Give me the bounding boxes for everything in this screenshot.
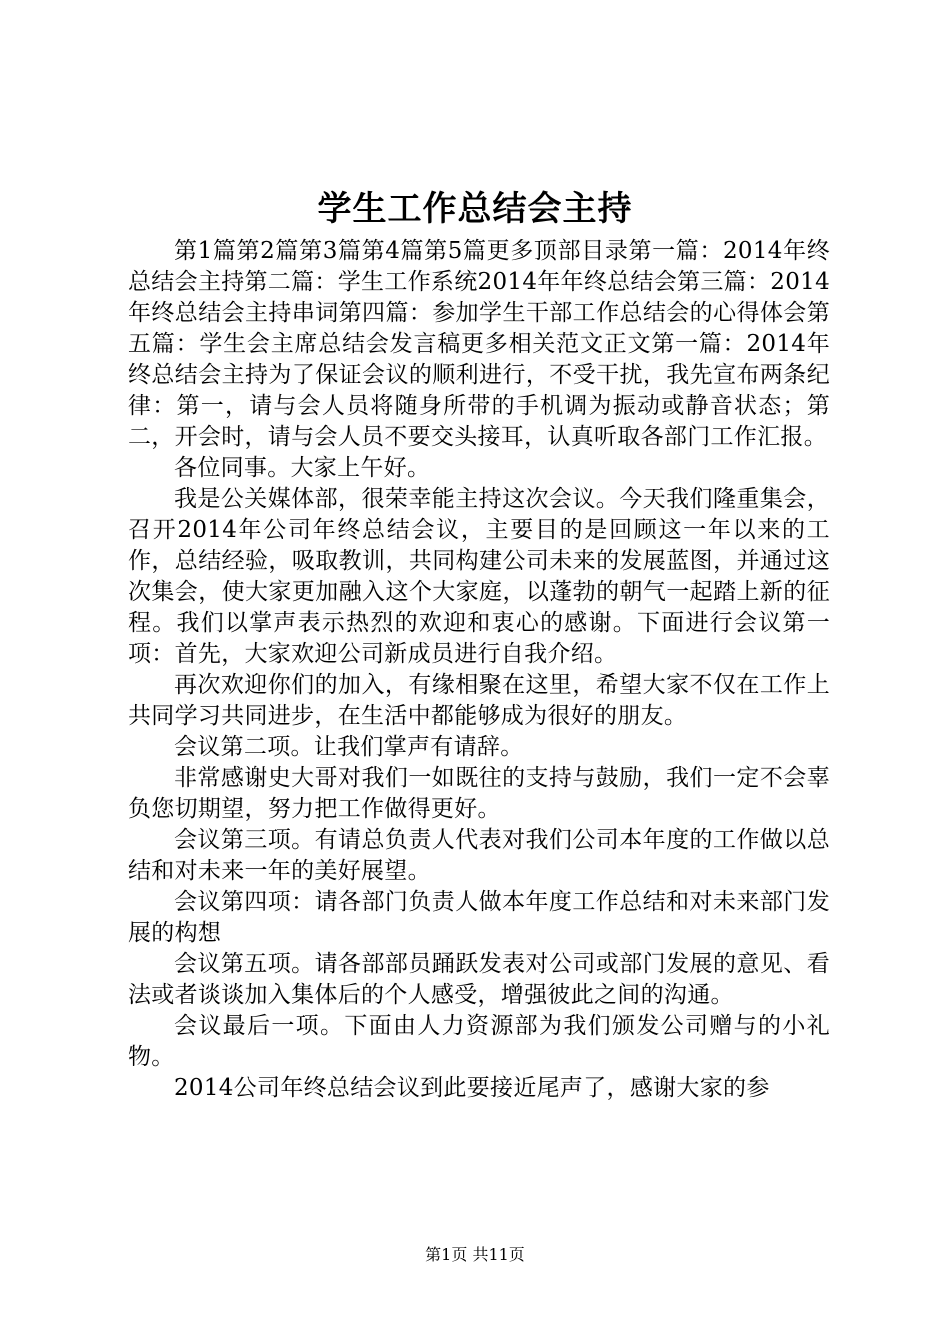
page-footer: 第1页 共11页 xyxy=(425,1245,525,1264)
paragraph-item-two: 会议第二项。让我们掌声有请辞。 xyxy=(174,734,524,760)
paragraph-greeting: 各位同事。大家上午好。 xyxy=(174,455,431,481)
document-title: 学生工作总结会主持 xyxy=(317,189,633,229)
paragraph-item-five: 会议第五项。请各部部员踊跃发表对公司或部门发展的意见、看法或者谈谈加入集体后的个人感受，增强彼此之间的沟通。 xyxy=(128,951,830,1008)
paragraph-item-four: 会议第四项：请各部门负责人做本年度工作总结和对未来部门发展的构想 xyxy=(128,889,830,946)
paragraph-final-item: 会议最后一项。下面由人力资源部为我们颁发公司赠与的小礼物。 xyxy=(128,1013,830,1070)
paragraph-table-of-contents: 第1篇第2篇第3篇第4篇第5篇更多顶部目录第一篇：2014年终总结会主持第二篇：学生工作系统2014年年终总结会第三篇：2014年终总结会主持串词第四篇：参加学生干部工作总结会的心得体会第五篇：学生会主席总结会发言稿更多相关范文正文第一篇：2014年终总结会主持为了保证会议的顺利进行，不受干扰，我先宣布两条纪律：第一，请与会人员将随身所带的手机调为振动或静音状态；第二，开会时，请与会人员不要交头接耳，认真听取各部门工作汇报。 xyxy=(128,238,830,450)
paragraph-opening: 我是公关媒体部，很荣幸能主持这次会议。今天我们隆重集会，召开2014年公司年终总结会议，主要目的是回顾这一年以来的工作，总结经验，吸取教训，共同构建公司未来的发展蓝图，并通过这次集会，使大家更加融入这个大家庭，以蓬勃的朝气一起踏上新的征程。我们以掌声表示热烈的欢迎和衷心的感谢。下面进行会议第一项：首先，大家欢迎公司新成员进行自我介绍。 xyxy=(128,486,830,667)
paragraph-thanks: 非常感谢史大哥对我们一如既往的支持与鼓励，我们一定不会辜负您切期望，努力把工作做得更好。 xyxy=(128,765,830,822)
paragraph-item-three: 会议第三项。有请总负责人代表对我们公司本年度的工作做以总结和对未来一年的美好展望。 xyxy=(128,827,830,884)
paragraph-welcome-again: 再次欢迎你们的加入，有缘相聚在这里，希望大家不仅在工作上共同学习共同进步，在生活中都能够成为很好的朋友。 xyxy=(128,672,830,729)
paragraph-closing: 2014公司年终总结会议到此要接近尾声了，感谢大家的参 xyxy=(174,1075,770,1101)
document-body xyxy=(128,236,830,1104)
